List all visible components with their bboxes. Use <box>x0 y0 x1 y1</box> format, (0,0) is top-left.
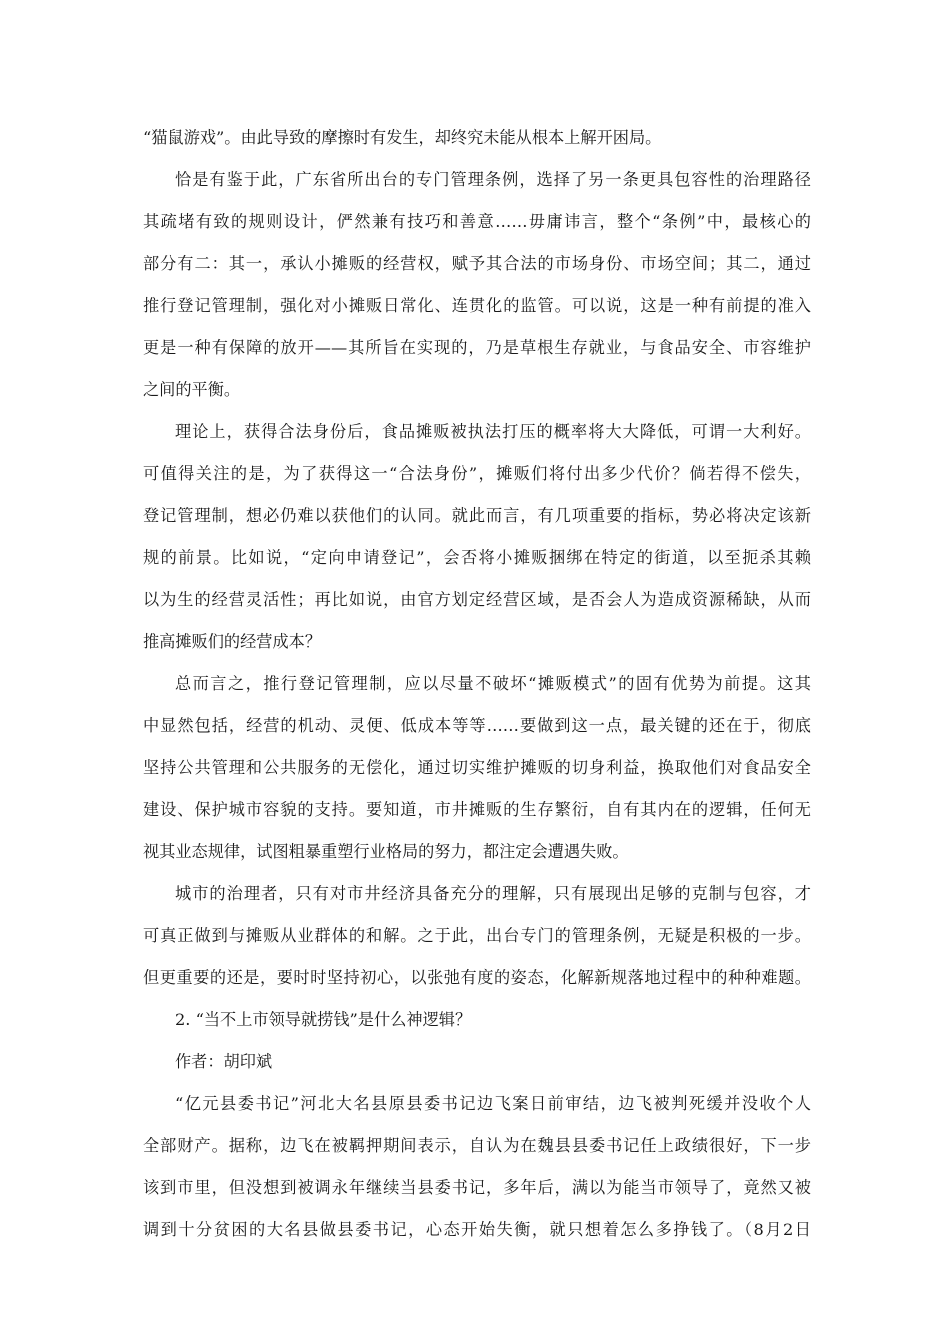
text-line: 视其业态规律，试图粗暴重塑行业格局的努力，都注定会遭遇失败。 <box>143 842 629 861</box>
paragraph-start-line: “亿元县委书记”河北大名县原县委书记边飞案日前审结，边飞被判死缓并没收个人 <box>175 1094 811 1113</box>
text-line: 全部财产。据称，边飞在被羁押期间表示，自认为在魏县县委书记任上政绩很好，下一步 <box>143 1136 811 1155</box>
text-line: 以为生的经营灵活性；再比如说，由官方划定经营区域，是否会人为造成资源稀缺，从而 <box>143 590 811 609</box>
paragraph-start-line: 恰是有鉴于此，广东省所出台的专门管理条例，选择了另一条更具包容性的治理路径 <box>175 170 811 189</box>
text-line: 可真正做到与摊贩从业群体的和解。之于此，出台专门的管理条例，无疑是积极的一步。 <box>143 926 811 945</box>
paragraph-start-line: 城市的治理者，只有对市井经济具备充分的理解，只有展现出足够的克制与包容，才 <box>175 884 811 903</box>
text-line: 登记管理制，想必仍难以获他们的认同。就此而言，有几项重要的指标，势必将决定该新 <box>143 506 811 525</box>
author-line: 作者：胡印斌 <box>175 1052 273 1071</box>
text-line: 但更重要的还是，要时时坚持初心，以张弛有度的姿态，化解新规落地过程中的种种难题。 <box>143 968 811 987</box>
text-line: 调到十分贫困的大名县做县委书记，心态开始失衡，就只想着怎么多挣钱了。（8月2日 <box>143 1220 811 1239</box>
text-line: “猫鼠游戏”。由此导致的摩擦时有发生，却终究未能从根本上解开困局。 <box>143 128 662 147</box>
text-line: 建设、保护城市容貌的支持。要知道，市井摊贩的生存繁衍，自有其内在的逻辑，任何无 <box>143 800 811 819</box>
text-line: 更是一种有保障的放开——其所旨在实现的，乃是草根生存就业，与食品安全、市容维护 <box>143 338 811 357</box>
text-line: 该到市里，但没想到被调永年继续当县委书记，多年后，满以为能当市领导了，竟然又被 <box>143 1178 811 1197</box>
paragraph-start-line: 总而言之，推行登记管理制，应以尽量不破坏“摊贩模式”的固有优势为前提。这其 <box>175 674 811 693</box>
text-line: 规的前景。比如说，“定向申请登记”，会否将小摊贩捆绑在特定的街道，以至扼杀其赖 <box>143 548 811 567</box>
text-line: 可值得关注的是，为了获得这一“合法身份”，摊贩们将付出多少代价？倘若得不偿失， <box>143 464 811 483</box>
paragraph-start-line: 理论上，获得合法身份后，食品摊贩被执法打压的概率将大大降低，可谓一大利好。 <box>175 422 811 441</box>
text-line: 坚持公共管理和公共服务的无偿化，通过切实维护摊贩的切身利益，换取他们对食品安全 <box>143 758 811 777</box>
text-line: 推行登记管理制，强化对小摊贩日常化、连贯化的监管。可以说，这是一种有前提的准入 <box>143 296 811 315</box>
text-line: 中显然包括，经营的机动、灵便、低成本等等……要做到这一点，最关键的还在于，彻底 <box>143 716 811 735</box>
text-line: 部分有二：其一，承认小摊贩的经营权，赋予其合法的市场身份、市场空间；其二，通过 <box>143 254 811 273</box>
text-line: 之间的平衡。 <box>143 380 241 399</box>
text-line: 推高摊贩们的经营成本？ <box>143 632 322 651</box>
section-heading: 2. “当不上市领导就捞钱”是什么神逻辑？ <box>175 1010 472 1029</box>
text-line: 其疏堵有致的规则设计，俨然兼有技巧和善意……毋庸讳言，整个“条例”中，最核心的 <box>143 212 811 231</box>
